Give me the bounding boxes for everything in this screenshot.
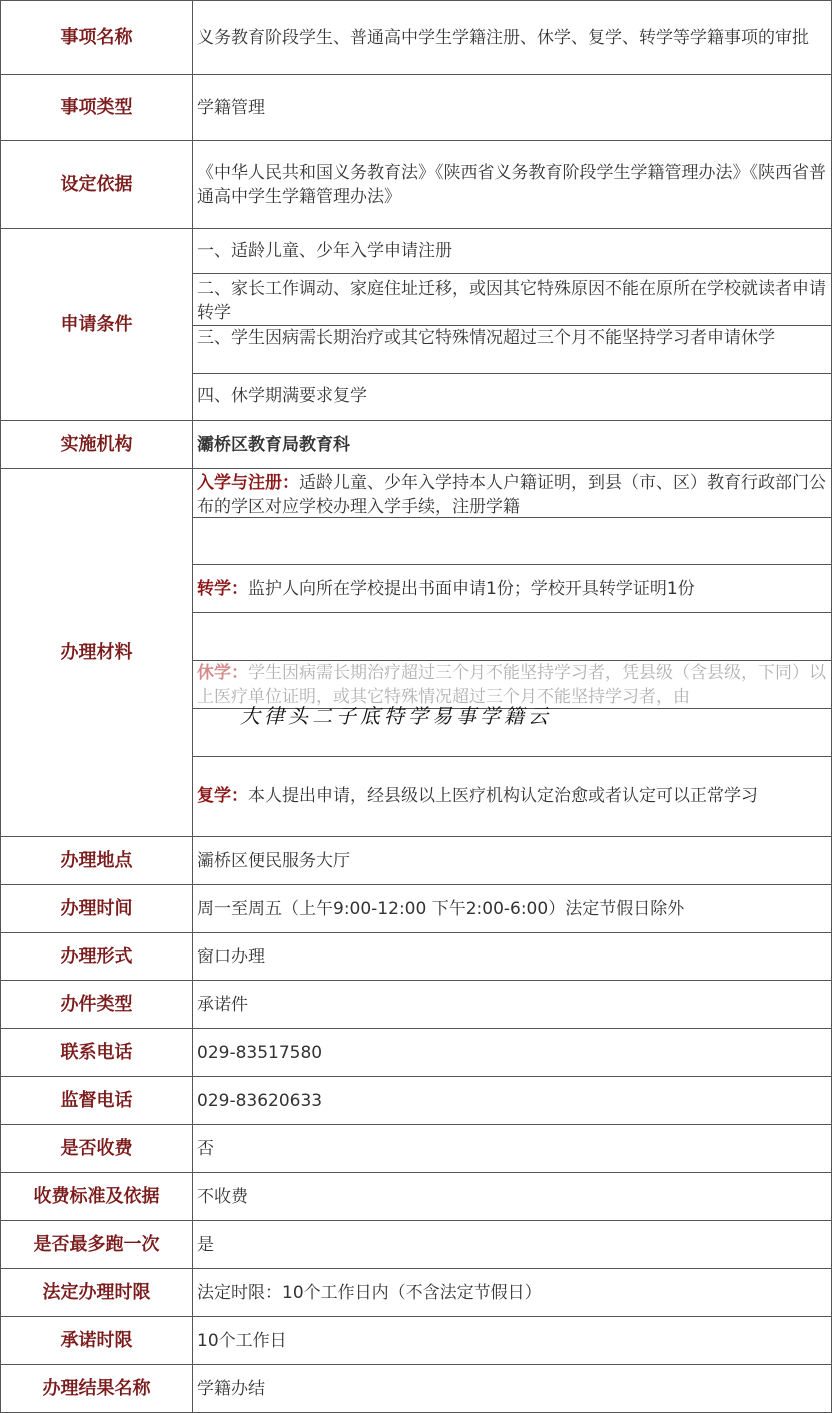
row-label: 事项名称 <box>1 1 193 75</box>
row-label: 办件类型 <box>1 981 193 1029</box>
material-enroll <box>193 469 831 518</box>
row-value: 否 <box>193 1125 832 1173</box>
row-value: 学籍办结 <box>193 1365 832 1413</box>
row-supervise-phone <box>1 1077 832 1125</box>
row-value: 灞桥区便民服务大厅 <box>193 837 832 885</box>
row-label: 申请条件 <box>1 229 193 421</box>
row-value: 《中华人民共和国义务教育法》《陕西省义务教育阶段学生学籍管理办法》《陕西省普通高中学生学籍管理办法》 <box>193 141 832 229</box>
row-value: 周一至周五（上午9:00-12:00 下午2:00-6:00）法定节假日除外 <box>193 885 832 933</box>
row-conditions <box>1 229 832 421</box>
row-value: 承诺件 <box>193 981 832 1029</box>
row-label: 办理结果名称 <box>1 1365 193 1413</box>
row-item-type <box>1 75 832 141</box>
row-label: 实施机构 <box>1 421 193 469</box>
material-transfer <box>193 565 831 613</box>
material-text: 学生因病需长期治疗超过三个月不能坚持学习者，凭县级（含县级，下同）以上医疗单位证明，或其它特殊情况超过三个月不能坚持学习者，由 <box>197 663 826 707</box>
condition-item: 四、休学期满要求复学 <box>197 386 367 406</box>
row-value: 灞桥区教育局教育科 <box>193 421 832 469</box>
row-label: 是否最多跑一次 <box>1 1221 193 1269</box>
row-materials <box>1 469 832 837</box>
row-legal-limit <box>1 1269 832 1317</box>
material-spacer <box>193 613 831 661</box>
row-label: 法定办理时限 <box>1 1269 193 1317</box>
material-text: 本人提出申请，经县级以上医疗机构认定治愈或者认定可以正常学习 <box>248 786 758 806</box>
row-contact-phone <box>1 1029 832 1077</box>
row-value: 029-83517580 <box>193 1029 832 1077</box>
conditions-list <box>193 229 832 421</box>
row-value: 义务教育阶段学生、普通高中学生学籍注册、休学、复学、转学等学籍事项的审批 <box>193 1 832 75</box>
row-location <box>1 837 832 885</box>
material-spacer <box>193 518 831 565</box>
materials-list <box>193 469 832 837</box>
row-value: 029-83620633 <box>193 1077 832 1125</box>
row-basis <box>1 141 832 229</box>
row-result-name <box>1 1365 832 1413</box>
material-title: 复学： <box>197 786 248 806</box>
row-value: 学籍管理 <box>193 75 832 141</box>
row-label: 办理地点 <box>1 837 193 885</box>
row-fee-standard <box>1 1173 832 1221</box>
handwritten-note: 大律头二子底特学易事学籍云 <box>240 704 552 728</box>
row-run-once <box>1 1221 832 1269</box>
row-label: 收费标准及依据 <box>1 1173 193 1221</box>
row-value: 法定时限：10个工作日内（不含法定节假日） <box>193 1269 832 1317</box>
row-charge <box>1 1125 832 1173</box>
material-resume <box>193 757 831 835</box>
material-title: 入学与注册： <box>197 473 299 493</box>
row-label: 是否收费 <box>1 1125 193 1173</box>
material-text: 适龄儿童、少年入学持本人户籍证明，到县（市、区）教育行政部门公布的学区对应学校办理入学手续，注册学籍 <box>197 473 826 517</box>
condition-item: 一、适龄儿童、少年入学申请注册 <box>193 229 831 274</box>
material-title: 转学： <box>197 579 248 599</box>
row-label: 办理材料 <box>1 469 193 837</box>
material-title: 休学： <box>197 663 248 683</box>
row-value: 是 <box>193 1221 832 1269</box>
row-hours <box>1 885 832 933</box>
condition-item: 二、家长工作调动、家庭住址迁移，或因其它特殊原因不能在原所在学校就读者申请转学 <box>193 274 831 326</box>
row-label: 事项类型 <box>1 75 193 141</box>
row-label: 设定依据 <box>1 141 193 229</box>
row-promise-limit <box>1 1317 832 1365</box>
row-value: 10个工作日 <box>193 1317 832 1365</box>
condition-item: 三、学生因病需长期治疗或其它特殊情况超过三个月不能坚持学习者申请休学 <box>193 326 831 374</box>
row-item-name <box>1 1 832 75</box>
row-value: 不收费 <box>193 1173 832 1221</box>
row-label: 联系电话 <box>1 1029 193 1077</box>
row-label: 监督电话 <box>1 1077 193 1125</box>
row-form <box>1 933 832 981</box>
row-label: 办理时间 <box>1 885 193 933</box>
row-label: 办理形式 <box>1 933 193 981</box>
row-value: 窗口办理 <box>193 933 832 981</box>
row-label: 承诺时限 <box>1 1317 193 1365</box>
row-case-type <box>1 981 832 1029</box>
material-text: 监护人向所在学校提出书面申请1份；学校开具转学证明1份 <box>248 579 695 599</box>
row-agency <box>1 421 832 469</box>
